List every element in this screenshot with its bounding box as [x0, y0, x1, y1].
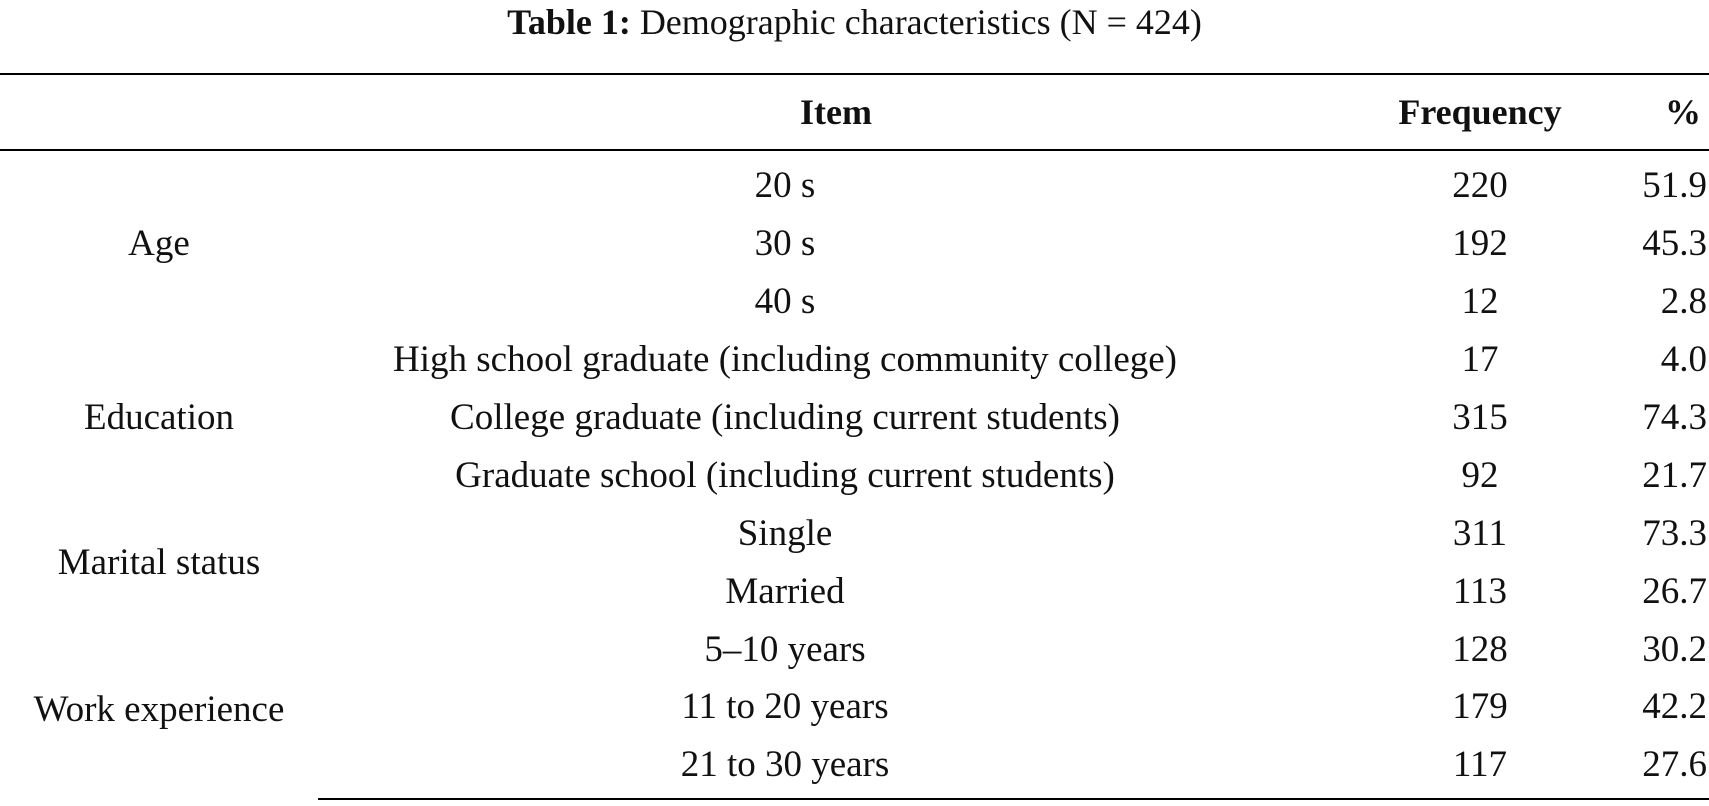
table-caption [0, 0, 1709, 52]
table-caption-label: Table 1: [507, 2, 631, 42]
item-cell: 20 s [754, 165, 816, 207]
table-body [0, 150, 1709, 799]
percent-cell: 30.2 [1642, 628, 1707, 670]
frequency-cell: 17 [1461, 339, 1499, 381]
table-header [0, 74, 1709, 150]
item-cell: 5–10 years [704, 628, 866, 670]
percent-cell: 74.3 [1642, 397, 1707, 438]
table-caption-text: Demographic characteristics (N = 424) [639, 2, 1202, 42]
header-percent: % [1588, 74, 1709, 150]
frequency-cell: 113 [1452, 570, 1508, 612]
header-frequency: Frequency [1372, 74, 1588, 150]
percent-cell: 4.0 [1660, 339, 1707, 381]
table-row [0, 620, 1709, 678]
percent-cell: 26.7 [1642, 570, 1707, 612]
percent-cell: 73.3 [1642, 512, 1707, 554]
percent-cell: 42.2 [1642, 686, 1707, 728]
frequency-cell: 315 [1452, 397, 1508, 438]
item-cell: 21 to 30 years [318, 736, 1372, 799]
percent-cell: 21.7 [1642, 454, 1707, 496]
item-cell: College graduate (including current students) [450, 397, 1120, 438]
header-row [0, 74, 1709, 150]
percent-cell: 27.6 [1588, 736, 1709, 799]
frequency-cell: 311 [1452, 512, 1508, 554]
item-cell: 40 s [754, 281, 816, 323]
percent-cell: 51.9 [1642, 165, 1707, 207]
table-row [0, 331, 1709, 389]
header-item: Item [0, 74, 1372, 150]
frequency-cell: 179 [1452, 686, 1508, 728]
frequency-cell: 128 [1452, 628, 1508, 670]
item-cell: 30 s [754, 223, 816, 265]
frequency-cell: 117 [1372, 736, 1588, 799]
demographics-table [0, 73, 1709, 800]
item-cell: Single [737, 512, 833, 554]
percent-cell: 2.8 [1660, 281, 1707, 323]
table-row [0, 504, 1709, 562]
item-cell: Married [725, 570, 845, 612]
item-cell: Graduate school (including current students) [455, 454, 1115, 496]
percent-cell: 45.3 [1642, 223, 1707, 265]
item-cell: 11 to 20 years [681, 686, 889, 728]
group-label-education: Education [83, 397, 234, 438]
frequency-cell: 192 [1452, 223, 1508, 265]
group-label-work-experience: Work experience [33, 688, 285, 730]
table-row [0, 150, 1709, 215]
frequency-cell: 220 [1452, 165, 1508, 207]
item-cell: High school graduate (including community college) [393, 339, 1177, 381]
table-container [0, 73, 1709, 800]
frequency-cell: 92 [1461, 454, 1499, 496]
frequency-cell: 12 [1461, 281, 1499, 323]
group-label-age: Age [128, 223, 190, 265]
group-label-marital-status: Marital status [57, 541, 261, 583]
